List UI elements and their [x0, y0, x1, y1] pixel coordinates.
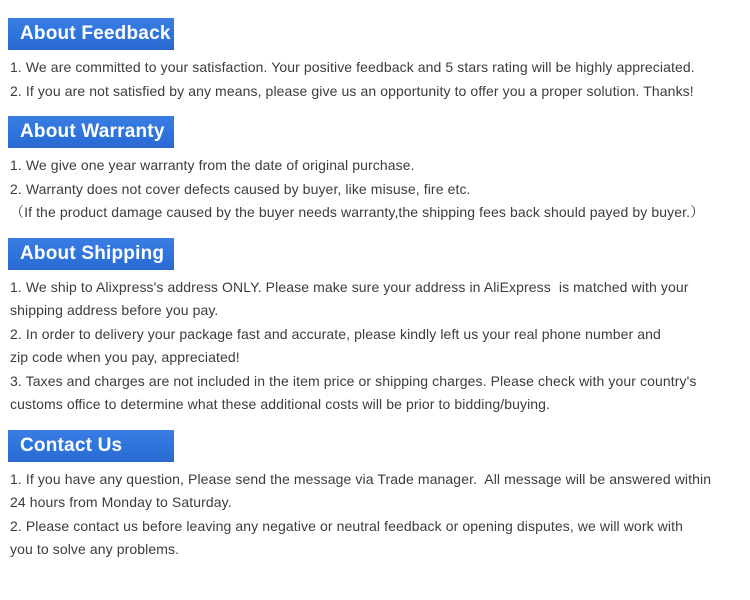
- section-contact-us: [0, 430, 750, 562]
- section-header-banner: [8, 430, 174, 462]
- body-line: 2. If you are not satisfied by any means, please give us an opportunity to offer you a proper solution. Thanks!: [10, 82, 694, 99]
- section-body: [10, 154, 740, 225]
- section-about-shipping: [0, 238, 750, 417]
- body-line: 2. Warranty does not cover defects caused by buyer, like misuse, fire etc.: [10, 180, 471, 197]
- section-body: [10, 468, 740, 562]
- section-body: [10, 56, 740, 103]
- body-line: 1. We give one year warranty from the date of original purchase.: [10, 157, 415, 173]
- section-about-warranty: [0, 116, 750, 225]
- section-about-feedback: [0, 18, 750, 103]
- body-line: zip code when you pay, appreciated!: [10, 349, 240, 365]
- section-title: About Warranty: [20, 121, 165, 142]
- body-line: you to solve any problems.: [10, 541, 180, 557]
- body-line: 1. If you have any question, Please send the message via Trade manager. All message will be answered within: [10, 470, 712, 487]
- section-title: Contact Us: [20, 434, 123, 456]
- body-line: 3. Taxes and charges are not included in the item price or shipping charges. Please check with your country's: [10, 372, 697, 389]
- section-header-banner: [8, 238, 174, 270]
- section-header-banner: [8, 18, 174, 50]
- body-line: 24 hours from Monday to Saturday.: [10, 494, 232, 510]
- body-line: 1. We ship to Alixpress's address ONLY. Please make sure your address in AliExpress is matched with your: [10, 278, 689, 295]
- body-line: customs office to determine what these additional costs will be prior to bidding/buying.: [10, 396, 551, 412]
- body-line: （If the product damage caused by the buyer needs warranty,the shipping fees back should payed by buyer.）: [10, 204, 705, 220]
- body-line: shipping address before you pay.: [10, 302, 219, 318]
- body-line: 2. Please contact us before leaving any negative or neutral feedback or opening disputes, we will work with: [10, 517, 683, 534]
- section-body: [10, 276, 740, 417]
- section-title: About Shipping: [20, 242, 165, 264]
- section-title: About Feedback: [20, 23, 171, 44]
- body-line: 2. In order to delivery your package fast and accurate, please kindly left us your real phone number and: [10, 325, 661, 342]
- body-line: 1. We are committed to your satisfaction. Your positive feedback and 5 stars rating will be highly appreciated.: [10, 59, 695, 75]
- section-header-banner: [8, 116, 174, 148]
